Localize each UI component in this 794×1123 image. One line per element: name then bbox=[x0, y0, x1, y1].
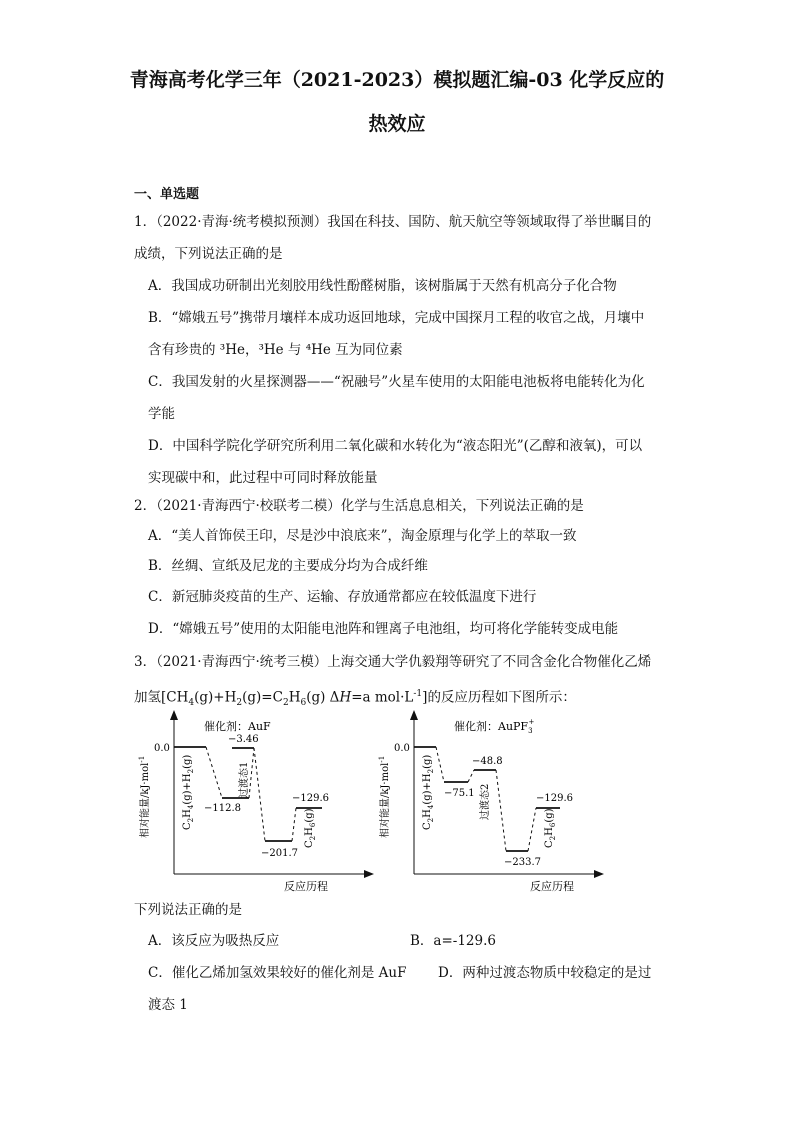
energy-profile-chart-auf bbox=[134, 708, 374, 898]
q1-stem-cont: 成绩，下列说法正确的是 bbox=[134, 246, 283, 262]
data-label: −201.7 bbox=[261, 848, 299, 859]
q2-stem: 2．（2021·青海西宁·校联考二模）化学与生活息息相关，下列说法正确的是 bbox=[134, 498, 584, 514]
q3-equation-line: 加氢[$CH_4(g)+H_2(g)=C_2H_6(g)$ ΔH=a $mol\cdot L^{-1}$]的反应历程如下图所示： bbox=[134, 689, 576, 709]
tick-label: 0.0 bbox=[154, 743, 170, 754]
q2-option-b: B．丝绸、宣纸及尼龙的主要成分均为合成纤维 bbox=[148, 558, 428, 574]
q3-option-b: B．a=-129.6 bbox=[410, 933, 496, 949]
q1-option-a: A．我国成功研制出光刻胶用线性酚醛树脂，该树脂属于天然有机高分子化合物 bbox=[148, 278, 617, 294]
catalyst-label: 催化剂：AuF bbox=[204, 720, 271, 733]
q1-option-d: D．中国科学院化学研究所利用二氧化碳和水转化为“液态阳光”(乙醇和液氧)，可以 bbox=[148, 438, 643, 454]
q1-option-c: C．我国发射的火星探测器——“祝融号”火星车使用的太阳能电池板将电能转化为化 bbox=[148, 374, 645, 390]
q1-option-b-cont: 含有珍贵的 ³He，³He 与 ⁴He 互为同位素 bbox=[148, 342, 403, 358]
q1-option-c-cont: 学能 bbox=[148, 406, 175, 422]
q2-option-d: D．“嫦娥五号”使用的太阳能电池阵和锂离子电池组，均可将化学能转变成电能 bbox=[148, 621, 619, 637]
data-label: −3.46 bbox=[228, 734, 259, 745]
y-axis-label: 相对能量/kJ·mol$^{-1}$ bbox=[138, 755, 151, 838]
q2-option-c: C．新冠肺炎疫苗的生产、运输、存放通常都应在较低温度下进行 bbox=[148, 589, 537, 605]
q3-option-a: A．该反应为吸热反应 bbox=[148, 933, 280, 949]
x-axis-label: 反应历程 bbox=[530, 880, 574, 893]
data-label: −112.8 bbox=[204, 803, 242, 814]
q3-option-d: D．两种过渡态物质中较稳定的是过 bbox=[438, 965, 652, 981]
document-title-line2: 热效应 bbox=[368, 113, 426, 135]
species-label-reactants: $C_2H_4(g)+H_2(g)$ bbox=[182, 754, 195, 830]
species-label-product: $C_2H_6(g)$ bbox=[544, 808, 557, 848]
q1-option-b: B．“嫦娥五号”携带月壤样本成功返回地球，完成中国探月工程的收官之战，月壤中 bbox=[148, 310, 645, 326]
data-label: −48.8 bbox=[472, 756, 503, 767]
section-heading: 一、单选题 bbox=[134, 187, 200, 202]
species-label-transition-state: 过渡态2 bbox=[480, 783, 491, 820]
tick-label: 0.0 bbox=[394, 743, 410, 754]
species-label-product: $C_2H_6(g)$ bbox=[304, 808, 317, 848]
data-label: −129.6 bbox=[292, 793, 330, 804]
data-label: −75.1 bbox=[444, 788, 475, 799]
data-label: −233.7 bbox=[504, 857, 542, 868]
q1-stem: 1．（2022·青海·统考模拟预测）我国在科技、国防、航天航空等领域取得了举世瞩目的 bbox=[134, 214, 652, 230]
q3-prompt: 下列说法正确的是 bbox=[134, 902, 242, 918]
catalyst-label: 催化剂：AuPF$_3$+ bbox=[454, 718, 535, 735]
q2-option-a: A．“美人首饰侯王印，尽是沙中浪底来”，淘金原理与化学上的萃取一致 bbox=[148, 528, 577, 544]
q3-stem: 3．（2021·青海西宁·统考三模）上海交通大学仇毅翔等研究了不同含金化合物催化乙烯 bbox=[134, 654, 652, 670]
data-label: −129.6 bbox=[536, 793, 574, 804]
x-axis-label: 反应历程 bbox=[284, 880, 328, 893]
q3-option-d-cont: 渡态 1 bbox=[148, 997, 188, 1013]
y-axis-label: 相对能量/kJ·mol$^{-1}$ bbox=[378, 755, 391, 838]
q1-option-d-cont: 实现碳中和，此过程中可同时释放能量 bbox=[148, 470, 378, 486]
species-label-reactants: $C_2H_4(g)+H_2(g)$ bbox=[422, 754, 435, 830]
document-title: 青海高考化学三年（2021-2023）模拟题汇编-03 化学反应的 bbox=[129, 69, 665, 91]
species-label-transition-state: 过渡态1 bbox=[239, 761, 250, 798]
energy-profile-chart-aupf3 bbox=[378, 708, 604, 898]
q3-option-c: C．催化乙烯加氢效果较好的催化剂是 AuF bbox=[148, 965, 407, 981]
